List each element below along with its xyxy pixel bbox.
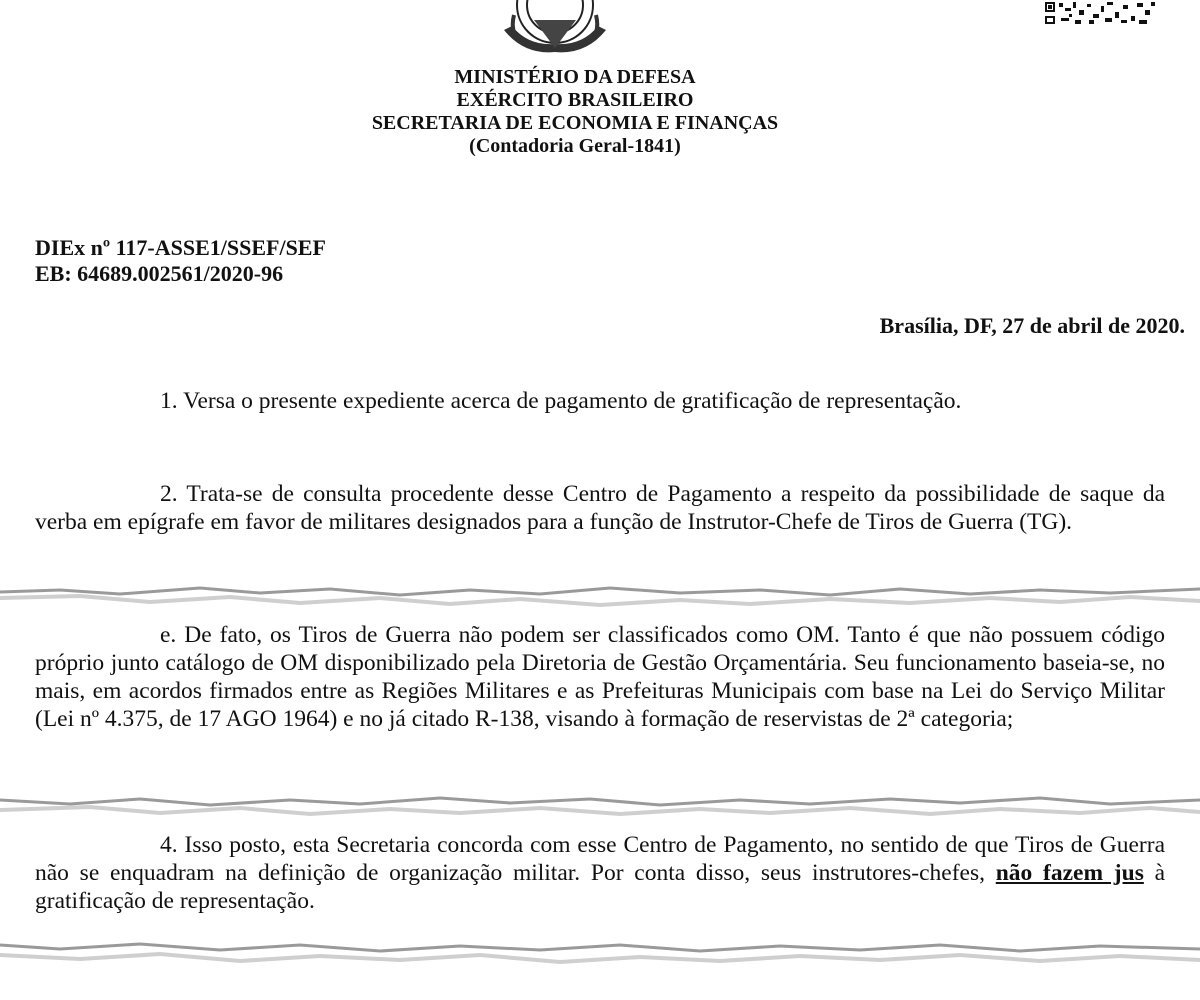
qr-code	[1043, 0, 1158, 26]
paragraph-4-text-end: à gratificação de representação.	[35, 860, 1166, 914]
document-header	[0, 66, 1150, 158]
diex-number: DIEx nº 117-ASSE1/SSEF/SEF	[35, 235, 326, 260]
torn-edge-divider	[0, 578, 1200, 614]
eb-number: EB: 64689.002561/2020-96	[35, 261, 284, 286]
army-name: EXÉRCITO BRASILEIRO	[456, 89, 694, 111]
paragraph-4-text: 4. Isso posto, esta Secretaria concorda com esse Centro de Pagamento, no sentido de que Tiros de Guerra não se enquadram na definição de organização militar. Por conta disso, seus instrutores-chefes,	[35, 832, 1165, 886]
emphasis-not-entitled: não fazem jus	[995, 860, 1144, 886]
ministry-name: MINISTÉRIO DA DEFESA	[454, 66, 696, 88]
department-name: (Contadoria Geral-1841)	[469, 135, 681, 157]
paragraph-e-text: e. De fato, os Tiros de Guerra não podem ser classificados como OM. Tanto é que não possuem código próprio junto catálogo de OM disponibilizado pela Diretoria de Gestão Orçamentária. Seu funcionamento baseia-se, no mais, em acordos firmados entre as Regiões Militares e as Prefeituras Municipais com base na Lei do Serviço Militar (Lei nº 4.375, de 17 AGO 1964) e no já citado R-138, visando à formação de reservistas de 2ª categoria;	[35, 622, 1165, 732]
torn-edge-divider	[0, 935, 1200, 971]
document-reference	[35, 235, 326, 287]
torn-edge-divider	[0, 788, 1200, 824]
dateline: Brasília, DF, 27 de abril de 2020.	[879, 313, 1185, 338]
paragraph-1-text: 1. Versa o presente expediente acerca de pagamento de gratificação de representação.	[160, 388, 962, 414]
secretariat-name: SECRETARIA DE ECONOMIA E FINANÇAS	[371, 112, 779, 134]
paragraph-2	[35, 480, 1165, 536]
paragraph-e	[35, 621, 1165, 733]
paragraph-4	[35, 831, 1165, 915]
paragraph-2-text: 2. Trata-se de consulta procedente desse Centro de Pagamento a respeito da possibilidade de saque da verba em epígrafe em favor de militares designados para a função de Instrutor-Chefe de Tiros de Guerra (TG).	[35, 481, 1165, 535]
coat-of-arms-emblem	[494, 0, 616, 60]
paragraph-1	[35, 387, 1165, 415]
